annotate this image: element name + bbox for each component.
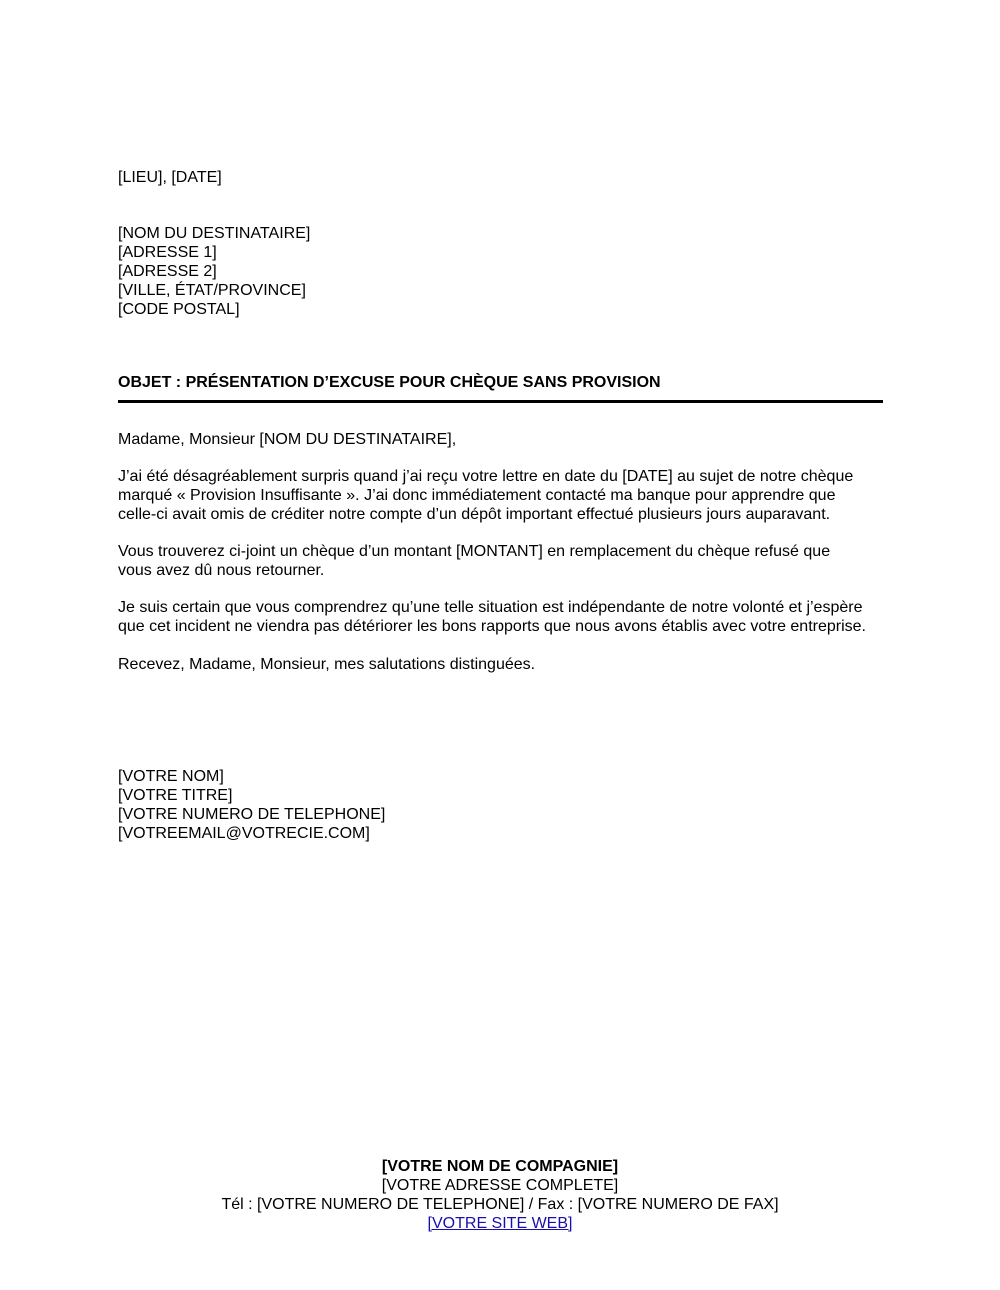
paragraph-line: marqué « Provision Insuffisante ». J’ai donc immédiatement contacté ma banque pour apprendre que <box>118 487 836 504</box>
paragraph-line: vous avez dû nous retourner. <box>118 562 325 579</box>
paragraph-line: que cet incident ne viendra pas détériorer les bons rapports que nous avons établis avec votre entreprise. <box>118 618 866 635</box>
paragraph-line: celle-ci avait omis de créditer notre compte d’un dépôt important effectué plusieurs jours auparavant. <box>118 506 831 523</box>
salutation: Madame, Monsieur [NOM DU DESTINATAIRE], <box>118 431 457 448</box>
body-paragraph-3 <box>118 598 888 636</box>
place-date-block <box>118 168 888 187</box>
company-footer <box>0 1157 1000 1233</box>
paragraph-line: Vous trouverez ci-joint un chèque d’un montant [MONTANT] en remplacement du chèque refusé que <box>118 543 831 560</box>
recipient-address <box>118 224 888 319</box>
signature-name: [VOTRE NOM] <box>118 768 224 785</box>
closing: Recevez, Madame, Monsieur, mes salutations distinguées. <box>118 656 536 673</box>
salutation-block <box>118 430 888 449</box>
signature-email: [VOTREEMAIL@VOTRECIE.COM] <box>118 825 370 842</box>
body-paragraph-1 <box>118 467 888 524</box>
closing-block <box>118 655 888 674</box>
place-date: [LIEU], [DATE] <box>118 169 222 186</box>
signature-title: [VOTRE TITRE] <box>118 787 233 804</box>
recipient-name: [NOM DU DESTINATAIRE] <box>118 225 311 242</box>
subject-line <box>118 373 888 392</box>
recipient-address-1: [ADRESSE 1] <box>118 244 217 261</box>
footer-company-name: [VOTRE NOM DE COMPAGNIE] <box>381 1158 619 1175</box>
paragraph-line: J’ai été désagréablement surpris quand j’ai reçu votre lettre en date du [DATE] au sujet de notre chèque <box>118 468 854 485</box>
body-paragraph-2 <box>118 542 888 580</box>
subject-text: OBJET : PRÉSENTATION D’EXCUSE POUR CHÈQUE SANS PROVISION <box>118 374 661 391</box>
subject-divider <box>118 400 883 403</box>
paragraph-line: Je suis certain que vous comprendrez qu’une telle situation est indépendante de notre volonté et j’espère <box>118 599 863 616</box>
footer-website-link[interactable]: [VOTRE SITE WEB] <box>427 1215 573 1232</box>
footer-contact: Tél : [VOTRE NUMERO DE TELEPHONE] / Fax : [VOTRE NUMERO DE FAX] <box>221 1196 779 1213</box>
recipient-address-2: [ADRESSE 2] <box>118 263 217 280</box>
footer-address: [VOTRE ADRESSE COMPLETE] <box>381 1177 619 1194</box>
recipient-city-state: [VILLE, ÉTAT/PROVINCE] <box>118 282 306 299</box>
signature-phone: [VOTRE NUMERO DE TELEPHONE] <box>118 806 386 823</box>
signature-block <box>118 767 888 843</box>
recipient-postal-code: [CODE POSTAL] <box>118 301 240 318</box>
